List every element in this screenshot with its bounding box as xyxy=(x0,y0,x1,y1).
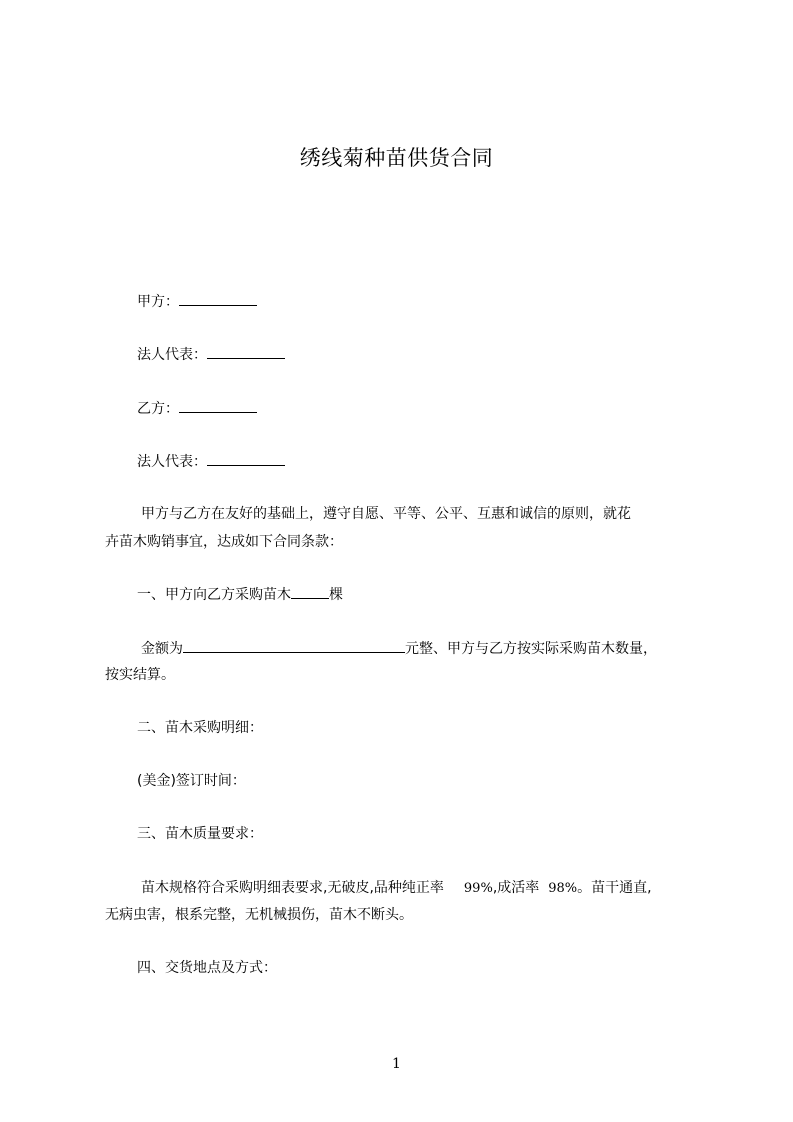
clause-1-suffix: 棵 xyxy=(329,587,343,603)
quality-line-1 xyxy=(141,878,652,899)
purity-rate-value: 99% xyxy=(463,881,493,896)
amount-line-1 xyxy=(141,638,657,659)
party-b-rep-blank xyxy=(207,451,285,466)
amount-line-2: 按实结算。 xyxy=(105,667,175,683)
quality-text-a: 苗木规格符合采购明细表要求,无破皮,品种纯正率 xyxy=(141,880,444,896)
party-a-rep-blank xyxy=(207,344,285,359)
quality-line-2: 无病虫害，根系完整，无机械损伤，苗木不断头。 xyxy=(105,907,413,923)
amount-blank xyxy=(183,638,405,653)
tree-count-blank xyxy=(291,584,329,599)
amount-suffix: 元整、甲方与乙方按实际采购苗木数量， xyxy=(405,641,657,657)
clause-4-heading: 四、交货地点及方式： xyxy=(137,960,277,976)
sign-time-line: (美金)签订时间： xyxy=(137,773,246,789)
intro-line-2: 卉苗木购销事宜，达成如下合同条款： xyxy=(105,534,343,550)
quality-text-c: 。苗干通直, xyxy=(577,880,652,896)
survival-rate-value: 98% xyxy=(548,881,578,896)
party-b-label: 乙方： xyxy=(137,401,179,417)
party-b-rep-line xyxy=(137,451,285,472)
quality-text-b: ,成活率 xyxy=(492,880,540,896)
clause-2-heading: 二、苗木采购明细： xyxy=(137,720,263,736)
party-a-rep-label: 法人代表： xyxy=(137,347,207,363)
party-a-blank xyxy=(179,291,257,306)
party-b-rep-label: 法人代表： xyxy=(137,454,207,470)
page-number: 1 xyxy=(392,1056,401,1072)
document-title: 绣线菊种苗供货合同 xyxy=(299,146,494,170)
party-a-label: 甲方： xyxy=(137,294,179,310)
party-b-line xyxy=(137,398,257,419)
clause-1-line xyxy=(137,584,343,605)
amount-prefix: 金额为 xyxy=(141,641,183,657)
party-b-blank xyxy=(179,398,257,413)
clause-1-prefix: 一、甲方向乙方采购苗木 xyxy=(137,587,291,603)
party-a-line xyxy=(137,291,257,312)
intro-line-1: 甲方与乙方在友好的基础上，遵守自愿、平等、公平、互惠和诚信的原则，就花 xyxy=(141,506,631,522)
clause-3-heading: 三、苗木质量要求： xyxy=(137,826,263,842)
party-a-rep-line xyxy=(137,344,285,365)
